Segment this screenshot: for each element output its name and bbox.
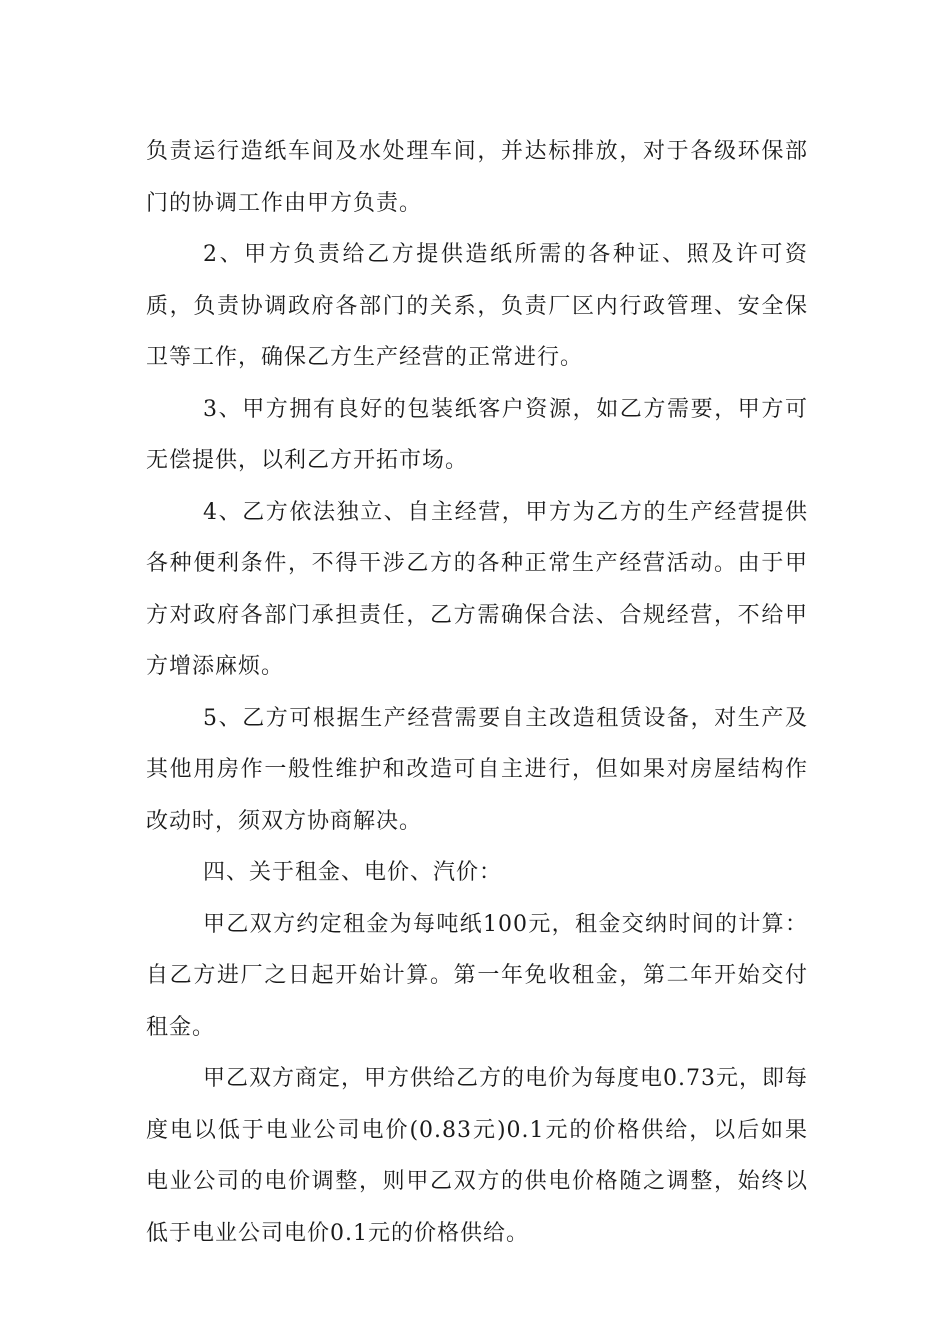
paragraph-3: 3、甲方拥有良好的包装纸客户资源，如乙方需要，甲方可无偿提供，以利乙方开拓市场。	[146, 396, 808, 473]
paragraph-rent: 甲乙双方约定租金为每吨纸100元，租金交纳时间的计算：自乙方进厂之日起开始计算。第一年免收租金，第二年开始交付租金。	[146, 911, 808, 1040]
paragraph-2: 2、甲方负责给乙方提供造纸所需的各种证、照及许可资质，负责协调政府各部门的关系，负责厂区内行政管理、安全保卫等工作，确保乙方生产经营的正常进行。	[146, 242, 808, 370]
paragraph-4: 4、乙方依法独立、自主经营，甲方为乙方的生产经营提供各种便利条件，不得干涉乙方的各种正常生产经营活动。由于甲方对政府各部门承担责任，乙方需确保合法、合规经营，不给甲方增添麻烦。	[146, 499, 808, 679]
section-heading-4: 四、关于租金、电价、汽价：	[203, 860, 503, 885]
paragraph-5: 5、乙方可根据生产经营需要自主改造租赁设备，对生产及其他用房作一般性维护和改造可自主进行，但如果对房屋结构作改动时，须双方协商解决。	[146, 705, 808, 834]
document-body	[146, 126, 808, 1259]
paragraph-1: 负责运行造纸车间及水处理车间，并达标排放，对于各级环保部门的协调工作由甲方负责。	[146, 139, 808, 216]
paragraph-electricity: 甲乙双方商定，甲方供给乙方的电价为每度电0.73元，即每度电以低于电业公司电价(0.83元)0.1元的价格供给，以后如果电业公司的电价调整，则甲乙双方的供电价格随之调整，始终以低于电业公司电价0.1元的价格供给。	[146, 1066, 808, 1246]
